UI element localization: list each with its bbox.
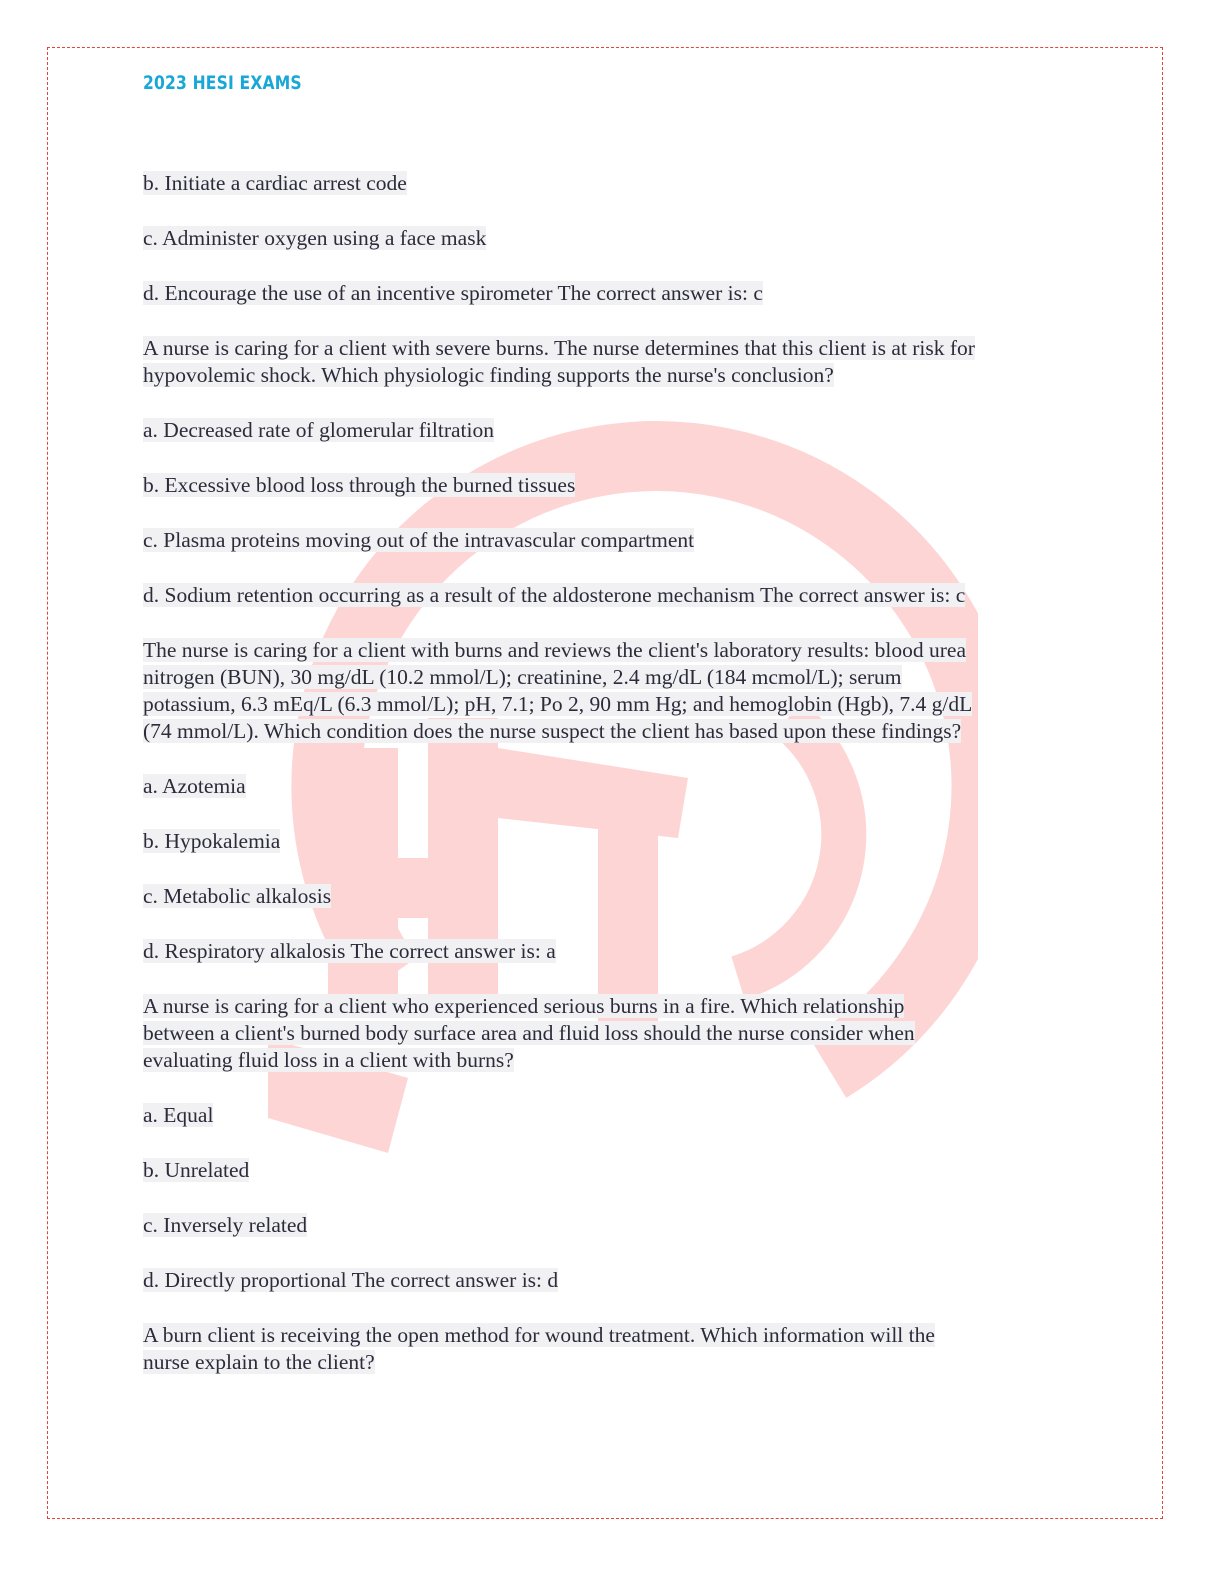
text-line: c. Plasma proteins moving out of the intravascular compartment <box>143 528 695 552</box>
text-line: nurse explain to the client? <box>143 1350 375 1374</box>
text-line: The nurse is caring for a client with burns and reviews the client's laboratory results: blood urea <box>143 638 967 662</box>
answer-option <box>143 225 1073 252</box>
answer-option <box>143 828 1073 855</box>
answer-option <box>143 1102 1073 1129</box>
text-line: d. Directly proportional The correct answer is: d <box>143 1268 559 1292</box>
answer-option <box>143 1157 1073 1184</box>
text-line: a. Azotemia <box>143 774 246 798</box>
answer-option <box>143 417 1073 444</box>
text-line: a. Equal <box>143 1103 214 1127</box>
text-line: d. Respiratory alkalosis The correct answer is: a <box>143 939 556 963</box>
question-text <box>143 335 1073 389</box>
text-line: potassium, 6.3 mEq/L (6.3 mmol/L); pH, 7.1; Po 2, 90 mm Hg; and hemoglobin (Hgb), 7.4 g/dL <box>143 692 973 716</box>
question-text <box>143 1322 1073 1376</box>
text-line: A burn client is receiving the open method for wound treatment. Which information will the <box>143 1323 935 1347</box>
answer-option <box>143 1267 1073 1294</box>
text-line: nitrogen (BUN), 30 mg/dL (10.2 mmol/L); creatinine, 2.4 mg/dL (184 mcmol/L); serum <box>143 665 902 689</box>
text-line: b. Initiate a cardiac arrest code <box>143 171 407 195</box>
text-line: between a client's burned body surface area and fluid loss should the nurse consider when <box>143 1021 915 1045</box>
question-text <box>143 637 1073 745</box>
text-line: b. Excessive blood loss through the burned tissues <box>143 473 576 497</box>
text-line: c. Inversely related <box>143 1213 308 1237</box>
text-line: b. Unrelated <box>143 1158 250 1182</box>
page-header: 2023 HESI EXAMS <box>143 72 302 94</box>
text-line: a. Decreased rate of glomerular filtration <box>143 418 494 442</box>
text-line: hypovolemic shock. Which physiologic finding supports the nurse's conclusion? <box>143 363 834 387</box>
answer-option <box>143 582 1073 609</box>
answer-option <box>143 773 1073 800</box>
text-line: b. Hypokalemia <box>143 829 281 853</box>
answer-option <box>143 527 1073 554</box>
text-line: c. Metabolic alkalosis <box>143 884 332 908</box>
answer-option <box>143 938 1073 965</box>
text-line: c. Administer oxygen using a face mask <box>143 226 487 250</box>
answer-option <box>143 280 1073 307</box>
answer-option <box>143 170 1073 197</box>
text-line: A nurse is caring for a client with severe burns. The nurse determines that this client is at risk for <box>143 336 975 360</box>
text-line: (74 mmol/L). Which condition does the nurse suspect the client has based upon these findings? <box>143 719 962 743</box>
answer-option <box>143 1212 1073 1239</box>
text-line: A nurse is caring for a client who experienced serious burns in a fire. Which relationship <box>143 994 905 1018</box>
text-line: d. Sodium retention occurring as a result of the aldosterone mechanism The correct answer is: c <box>143 583 966 607</box>
answer-option <box>143 472 1073 499</box>
answer-option <box>143 883 1073 910</box>
question-text <box>143 993 1073 1074</box>
document-body <box>143 170 1073 1404</box>
text-line: evaluating fluid loss in a client with burns? <box>143 1048 514 1072</box>
text-line: d. Encourage the use of an incentive spirometer The correct answer is: c <box>143 281 763 305</box>
